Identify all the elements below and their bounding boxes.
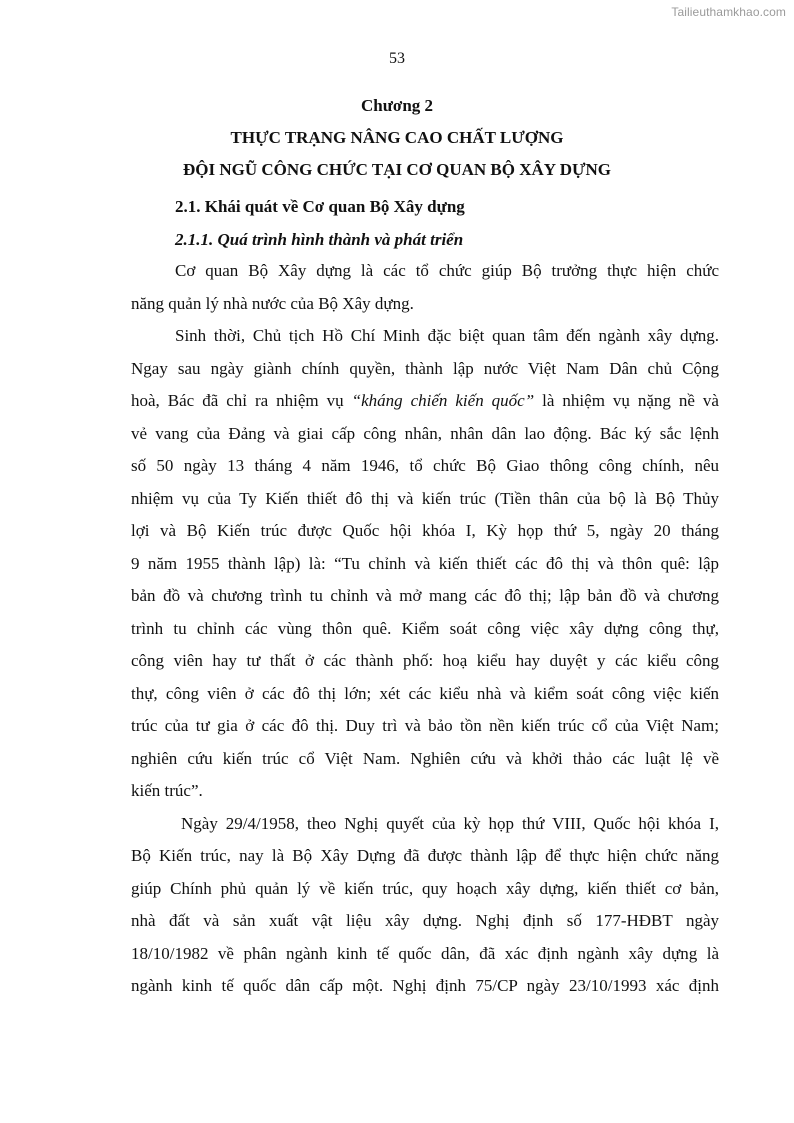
paragraph-line: Ngày 29/4/1958, theo Nghị quyết của kỳ họp thứ VIII, Quốc hội khóa I, bbox=[181, 813, 719, 833]
paragraph-line: thự, công viên ở các đô thị lớn; xét các kiểu nhà và kiểm soát công việc kiến bbox=[131, 683, 719, 703]
page-number: 53 bbox=[389, 50, 405, 67]
paragraph-line: 18/10/1982 về phân ngành kinh tế quốc dân, đã xác định ngành xây dựng là bbox=[131, 943, 719, 963]
section-heading: 2.1. Khái quát về Cơ quan Bộ Xây dựng bbox=[175, 197, 465, 216]
paragraph-line: nghiên cứu kiến trúc cổ Việt Nam. Nghiên cứu và khởi thảo các luật lệ về bbox=[131, 748, 719, 768]
text-run: là nhiệm vụ nặng nề và bbox=[534, 391, 719, 410]
watermark-text: Tailieuthamkhao.com bbox=[671, 5, 786, 19]
paragraph-line: kiến trúc”. bbox=[131, 781, 203, 800]
paragraph-line: bản đồ và chương trình tu chỉnh và mở mang các đô thị; lập bản đồ và chương bbox=[131, 586, 719, 605]
paragraph-line: nhà đất và sản xuất vật liệu xây dựng. Nghị định số 177-HĐBT ngày bbox=[131, 911, 719, 930]
paragraph-line: Bộ Kiến trúc, nay là Bộ Xây Dựng đã được thành lập để thực hiện chức năng bbox=[131, 846, 719, 865]
paragraph-line: trúc của tư gia ở các đô thị. Duy trì và bảo tồn nền kiến trúc cổ của Việt Nam; bbox=[131, 716, 719, 735]
body-text bbox=[131, 255, 719, 1003]
chapter-heading: Chương 2 bbox=[360, 96, 434, 115]
paragraph-line: công viên hay tư thất ở các thành phố: hoạ kiểu hay duyệt y các kiểu công bbox=[131, 651, 719, 670]
paragraph-line bbox=[131, 385, 719, 418]
chapter-title-line-2: ĐỘI NGŨ CÔNG CHỨC TẠI CƠ QUAN BỘ XÂY DỰNG bbox=[183, 160, 611, 179]
paragraph-line: giúp Chính phủ quản lý về kiến trúc, quy hoạch xây dựng, kiến thiết cơ bản, bbox=[131, 878, 719, 898]
paragraph-line: Cơ quan Bộ Xây dựng là các tổ chức giúp Bộ trưởng thực hiện chức bbox=[175, 261, 719, 280]
paragraph-line: trình tu chỉnh các vùng thôn quê. Kiểm soát công việc xây dựng công thự, bbox=[131, 618, 719, 638]
quoted-phrase: “kháng chiến kiến quốc” bbox=[351, 391, 535, 410]
paragraph-line: vẻ vang của Đảng và giai cấp công nhân, nhân dân lao động. Bác ký sắc lệnh bbox=[131, 423, 719, 443]
paragraph-line: Sinh thời, Chủ tịch Hồ Chí Minh đặc biệt quan tâm đến ngành xây dựng. bbox=[175, 326, 719, 345]
chapter-title-line-1: THỰC TRẠNG NÂNG CAO CHẤT LƯỢNG bbox=[230, 128, 564, 147]
paragraph-line: nhiệm vụ của Ty Kiến thiết đô thị và kiến trúc (Tiền thân của bộ là Bộ Thủy bbox=[131, 488, 719, 508]
paragraph-line: lợi và Bộ Kiến trúc được Quốc hội khóa I, Kỳ họp thứ 5, ngày 20 tháng bbox=[131, 521, 719, 540]
text-run: hoà, Bác đã chỉ ra nhiệm vụ bbox=[131, 391, 352, 410]
paragraph-line: số 50 ngày 13 tháng 4 năm 1946, tổ chức Bộ Giao thông công chính, nêu bbox=[131, 456, 719, 475]
paragraph-line: Ngay sau ngày giành chính quyền, thành lập nước Việt Nam Dân chủ Cộng bbox=[131, 358, 719, 378]
subsection-heading: 2.1.1. Quá trình hình thành và phát triển bbox=[175, 230, 464, 249]
paragraph-line: 9 năm 1955 thành lập) là: “Tu chỉnh và kiến thiết các đô thị và thôn quê: lập bbox=[131, 553, 719, 573]
paragraph-line: năng quản lý nhà nước của Bộ Xây dựng. bbox=[131, 293, 414, 313]
paragraph-line: ngành kinh tế quốc dân cấp một. Nghị định 75/CP ngày 23/10/1993 xác định bbox=[131, 976, 719, 995]
